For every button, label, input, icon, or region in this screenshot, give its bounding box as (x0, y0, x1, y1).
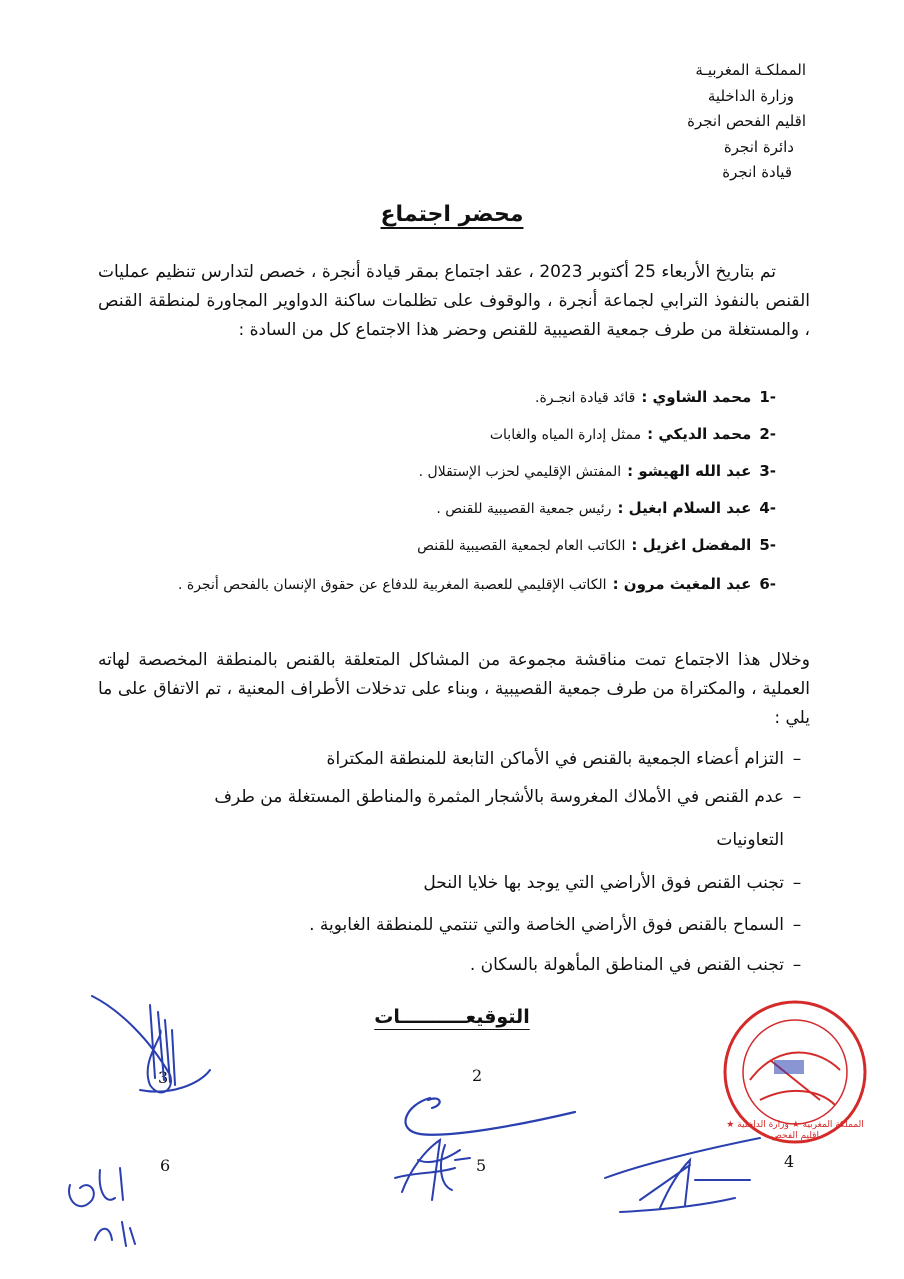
signature-number-4: 4 (784, 1152, 795, 1171)
attendee-role: الكاتب العام لجمعية القصيبية للقنص (417, 538, 626, 554)
signature-number-5: 5 (476, 1156, 487, 1175)
attendee-number: -5 (759, 536, 776, 554)
agreement-item (98, 948, 810, 983)
attendee-number: -2 (759, 425, 776, 443)
attendee-name: عبد السلام ابغيل : (617, 499, 752, 517)
agreement-text-continued: التعاونيات (716, 830, 784, 850)
attendee-item (490, 425, 776, 443)
attendee-role: الكاتب الإقليمي للعصبة المغربية للدفاع عن حقوق الإنسان بالفحص أنجرة . (177, 577, 607, 593)
signature-number-3: 3 (158, 1068, 169, 1087)
attendee-name: عبد الله الهيشو : (627, 462, 752, 480)
signature-5-scribble (395, 1140, 470, 1200)
agreement-text: التزام أعضاء الجمعية بالقنص في الأماكن التابعة للمنطقة المكتراة (326, 749, 784, 769)
agreement-item (98, 780, 810, 858)
bullet-dash: – (792, 873, 802, 893)
header-ministry: وزارة الداخلية (707, 86, 794, 105)
discussion-paragraph: وخلال هذا الاجتماع تمت مناقشة مجموعة من المشاكل المتعلقة بالقنص بالمنطقة المخصصة لهاته العملية ، والمكتراة من طرف جمعية القصيبية ، وبناء على تدخلات الأطراف المعنية ، تم الاتفاق على ما يلي : (98, 650, 810, 728)
signature-number-6: 6 (160, 1156, 171, 1175)
attendee-name: المفضل اغزيل : (631, 536, 752, 554)
document-title: محضر اجتماع (380, 202, 524, 227)
attendee-name: محمد الشاوي : (641, 388, 752, 406)
agreement-item (98, 866, 810, 901)
attendee-role: رئيس جمعية القصيبية للقنص . (436, 501, 612, 517)
signature-6-scribble (69, 1168, 135, 1246)
bullet-dash: – (792, 915, 802, 935)
bullet-dash: – (792, 787, 802, 807)
attendee-item (419, 462, 776, 480)
bullet-dash: – (792, 955, 802, 975)
signature-number-2: 2 (472, 1066, 483, 1085)
agreement-item (98, 742, 810, 777)
attendee-role: المفتش الإقليمي لحزب الإستقلال . (418, 464, 622, 480)
attendee-number: -1 (759, 388, 776, 406)
stamp-inner-mark (774, 1060, 804, 1074)
letterhead (687, 58, 808, 186)
attendee-item (436, 499, 776, 517)
attendee-item (417, 536, 776, 554)
stamp-text: المملكة المغربية ★ وزارة الداخلية ★ اقليم الفحص (726, 1120, 864, 1141)
attendee-item (178, 575, 776, 593)
agreement-text: تجنب القنص فوق الأراضي التي يوجد بها خلايا النحل (423, 873, 784, 893)
attendee-role: ممثل إدارة المياه والغابات (489, 427, 642, 443)
header-province: اقليم الفحص انجرة (687, 112, 806, 130)
intro-text: تم بتاريخ الأربعاء 25 أكتوبر 2023 ، عقد اجتماع بمقر قيادة أنجرة ، خصص لتدارس تنظيم عمليات القنص بالنفوذ الترابي لجماعة أنجرة ، والوقوف على تظلمات ساكنة الدواوير المجاورة لمنطقة القنص ، والمستغلة من طرف جمعية القصيبية للقنص وحضر هذا الاجتماع كل من السادة : (98, 262, 810, 340)
attendee-item (535, 388, 776, 406)
attendee-role: قائد قيادة انجـرة. (535, 390, 636, 406)
attendee-number: -3 (759, 462, 776, 480)
agreement-item (98, 908, 810, 943)
attendee-number: -4 (759, 499, 776, 517)
attendee-number: -6 (759, 575, 776, 593)
signature-4-scribble (605, 1138, 760, 1212)
agreement-text: السماح بالقنص فوق الأراضي الخاصة والتي تنتمي للمنطقة الغابوية . (309, 915, 784, 935)
bullet-dash: – (792, 749, 802, 769)
attendee-name: محمد الديكي : (647, 425, 752, 443)
intro-paragraph (98, 258, 810, 345)
header-kingdom: المملكـة المغربيـة (695, 61, 806, 79)
agreement-text: تجنب القنص في المناطق المأهولة بالسكان . (469, 955, 784, 975)
agreement-text: عدم القنص في الأملاك المغروسة بالأشجار المثمرة والمناطق المستغلة من طرف (214, 787, 784, 807)
signatures-title: التوقيعــــــــــات (374, 1006, 530, 1028)
header-caidat: قيادة انجرة (722, 163, 792, 181)
attendee-name: عبد المغيث مرون : (612, 575, 752, 593)
header-circle: دائرة انجرة (723, 137, 794, 156)
signature-2-scribble (406, 1098, 575, 1135)
